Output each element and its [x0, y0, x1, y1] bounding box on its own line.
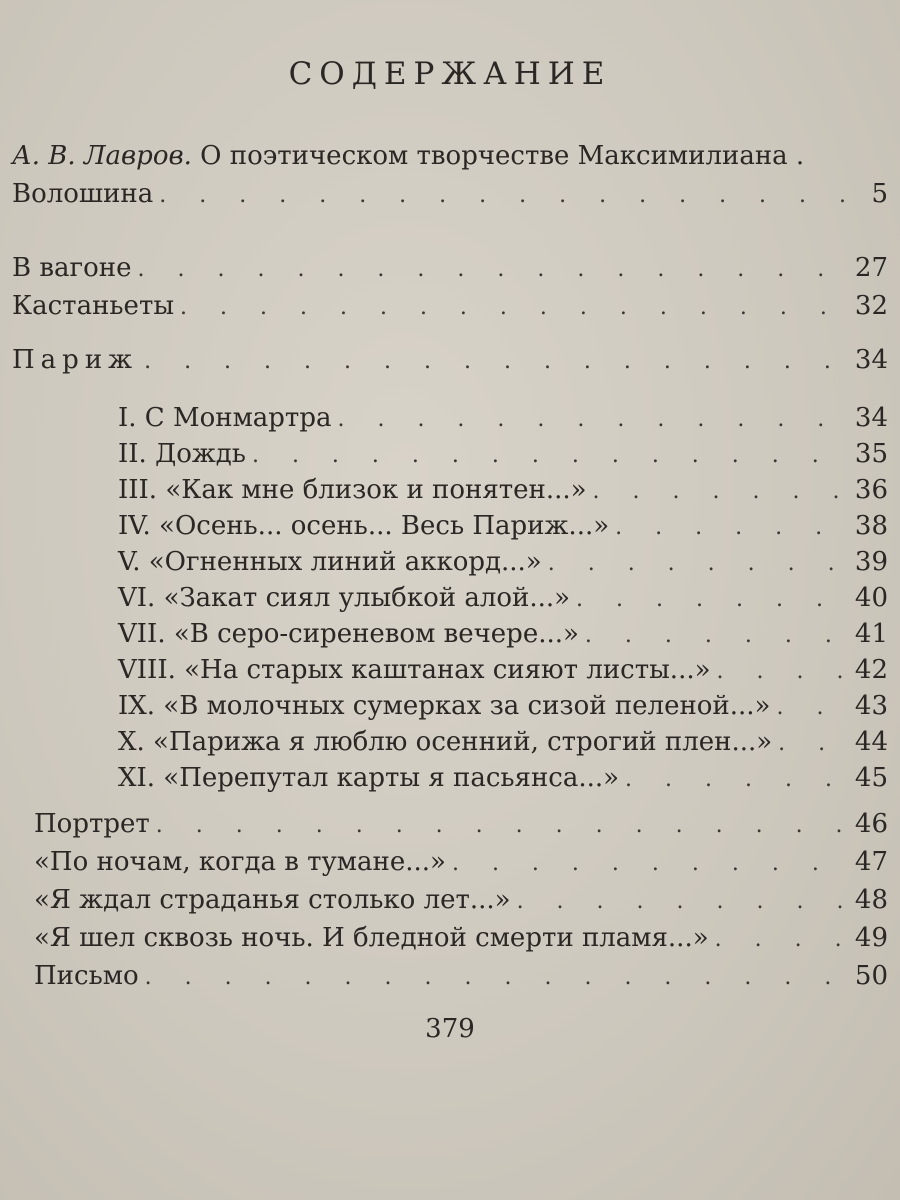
toc-entry-intro — [12, 178, 888, 212]
toc-entry-title: VI. «Закат сиял улыбкой алой...» — [118, 583, 571, 613]
toc-entry — [34, 922, 888, 956]
toc-entry-title: VIII. «На старых каштанах сияют листы...» — [118, 655, 711, 685]
toc-subentry — [118, 726, 888, 760]
dot-leader — [156, 810, 849, 842]
dot-leader — [717, 656, 849, 688]
dot-leader — [585, 620, 849, 652]
toc-entry-title: «Я шел сквозь ночь. И бледной смерти пламя...» — [34, 923, 709, 953]
toc-entry-title: «По ночам, когда в тумане...» — [34, 847, 446, 877]
toc-entry-page: 38 — [854, 511, 888, 541]
toc-subentry — [118, 402, 888, 436]
dot-leader — [159, 180, 852, 212]
toc-entry-title: Портрет — [34, 809, 150, 839]
toc-entry-page: 47 — [854, 847, 888, 877]
toc-entry — [12, 252, 888, 286]
toc-entry-title: X. «Парижа я люблю осенний, строгий плен...» — [118, 727, 773, 757]
toc-entry-page: 27 — [854, 253, 888, 283]
dot-leader — [180, 292, 849, 324]
dot-leader — [548, 548, 849, 580]
toc-entry-page: 34 — [854, 345, 888, 375]
dot-leader — [452, 848, 849, 880]
toc-subentry — [118, 510, 888, 544]
toc-entry-page: 48 — [854, 885, 888, 915]
toc-entry-title: В вагоне — [12, 253, 132, 283]
toc-subentry — [118, 762, 888, 796]
toc-subentry — [118, 654, 888, 688]
dot-leader — [517, 886, 849, 918]
toc-entry-page: 5 — [871, 179, 888, 209]
dot-leader — [715, 924, 849, 956]
toc-entry-page: 35 — [854, 439, 888, 469]
toc-entry-page: 34 — [854, 403, 888, 433]
toc-entry-page: 42 — [854, 655, 888, 685]
toc-subentry — [118, 618, 888, 652]
toc-subentry — [118, 438, 888, 472]
toc-entry-page: 43 — [854, 691, 888, 721]
dot-leader — [252, 440, 849, 472]
toc-entry-page: 44 — [854, 727, 888, 757]
toc-entry — [12, 290, 888, 324]
toc-entry-title: XI. «Перепутал карты я пасьянса...» — [118, 763, 620, 793]
toc-entry-title: III. «Как мне близок и понятен...» — [118, 475, 587, 505]
intro-first-line — [12, 140, 804, 172]
dot-leader — [138, 254, 849, 286]
toc-entry-title: «Я ждал страданья столько лет...» — [34, 885, 511, 915]
toc-entry-page: 41 — [854, 619, 888, 649]
contents-heading: СОДЕРЖАНИЕ — [288, 56, 612, 92]
dot-leader — [593, 476, 849, 508]
toc-entry-page: 50 — [854, 961, 888, 991]
toc-entry-title: Письмо — [34, 961, 139, 991]
toc-entry-page: 39 — [854, 547, 888, 577]
toc-entry-page: 46 — [854, 809, 888, 839]
toc-entry-page: 32 — [854, 291, 888, 321]
toc-entry-title: Кастаньеты — [12, 291, 175, 321]
toc-subentry — [118, 474, 888, 508]
dot-leader — [144, 346, 849, 378]
toc-entry-title: IX. «В молочных сумерках за сизой пеленой...» — [118, 691, 771, 721]
dot-leader — [778, 728, 849, 760]
toc-section — [12, 344, 888, 378]
dot-leader — [145, 962, 849, 994]
toc-subentry — [118, 582, 888, 616]
toc-entry-title: I. С Монмартра — [118, 403, 332, 433]
toc-entry — [34, 808, 888, 842]
intro-title-line1: О поэтическом творчестве Максимилиана . — [200, 141, 805, 171]
dot-leader — [776, 692, 848, 724]
toc-entry — [34, 960, 888, 994]
dot-leader — [337, 404, 848, 436]
toc-subentry — [118, 546, 888, 580]
toc-entry-title: II. Дождь — [118, 439, 246, 469]
toc-section-title: Париж — [12, 345, 139, 375]
intro-author: А. В. Лавров. — [12, 141, 192, 171]
toc-entry-page: 49 — [854, 923, 888, 953]
toc-entry-title: V. «Огненных линий аккорд...» — [118, 547, 542, 577]
toc-entry-page: 36 — [854, 475, 888, 505]
toc-entry-page: 45 — [854, 763, 888, 793]
toc-entry-page: 40 — [854, 583, 888, 613]
dot-leader — [625, 764, 849, 796]
toc-entry-title: VII. «В серо-сиреневом вечере...» — [118, 619, 579, 649]
toc-entry-title: Волошина — [12, 179, 154, 209]
page-number: 379 — [425, 1014, 475, 1044]
toc-subentry — [118, 690, 888, 724]
toc-entry — [34, 884, 888, 918]
toc-entry — [34, 846, 888, 880]
dot-leader — [615, 512, 849, 544]
dot-leader — [576, 584, 849, 616]
toc-entry-title: IV. «Осень... осень... Весь Париж...» — [118, 511, 610, 541]
